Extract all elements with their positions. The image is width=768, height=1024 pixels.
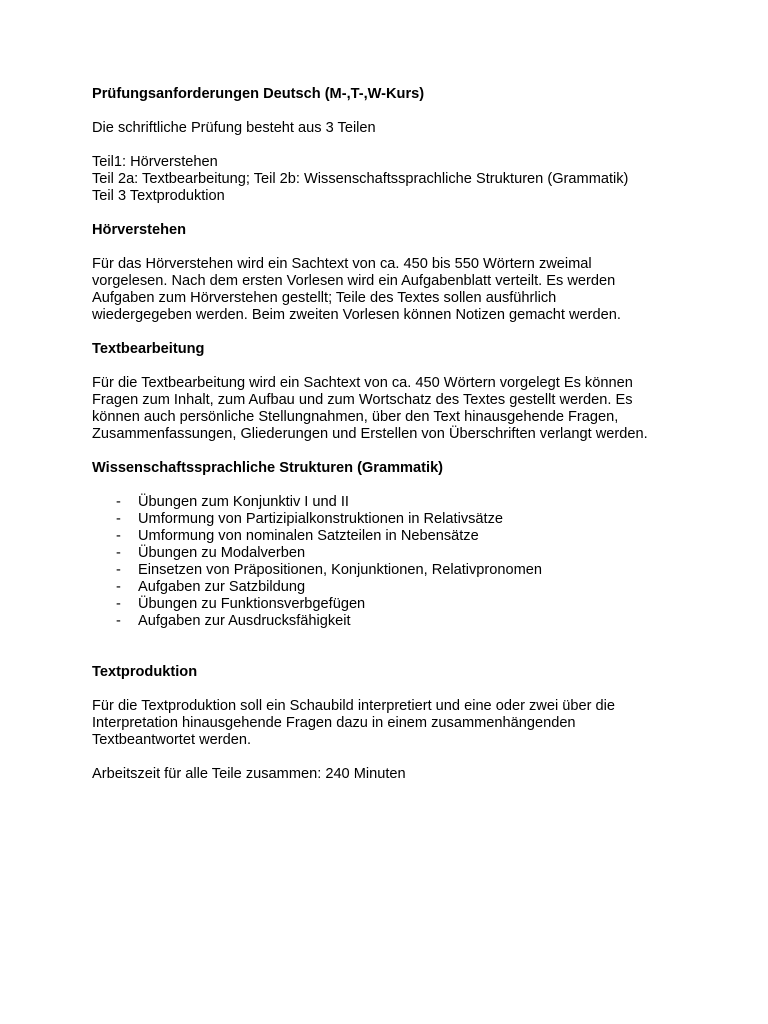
paragraph-line: Für das Hörverstehen wird ein Sachtext von ca. 450 bis 550 Wörtern zweimal [92, 256, 592, 272]
section-hoerverstehen [92, 222, 692, 324]
list-item [92, 511, 692, 528]
list-item [92, 528, 692, 545]
bullet-dash: - [116, 596, 121, 612]
part-line: Teil 2a: Textbearbeitung; Teil 2b: Wissenschaftssprachliche Strukturen (Grammatik) [92, 171, 629, 187]
section-textbearbeitung [92, 341, 692, 443]
list-item [92, 596, 692, 613]
document-title: Prüfungsanforderungen Deutsch (M-,T-,W-Kurs) [92, 86, 425, 102]
list-item-text: Übungen zu Modalverben [138, 545, 306, 561]
paragraph-line: Interpretation hinausgehende Fragen dazu in einem zusammenhängenden [92, 715, 576, 731]
grammar-list [92, 494, 692, 630]
part-line: Teil1: Hörverstehen [92, 154, 218, 170]
list-item [92, 545, 692, 562]
list-item-text: Einsetzen von Präpositionen, Konjunktionen, Relativpronomen [138, 562, 543, 578]
list-item-text: Übungen zu Funktionsverbgefügen [138, 596, 366, 612]
bullet-dash: - [116, 494, 121, 510]
list-item [92, 562, 692, 579]
list-item [92, 613, 692, 630]
section-heading: Wissenschaftssprachliche Strukturen (Grammatik) [92, 460, 444, 476]
list-item-text: Übungen zum Konjunktiv I und II [138, 494, 349, 510]
list-item [92, 494, 692, 511]
list-item-text: Aufgaben zur Satzbildung [138, 579, 306, 595]
list-item-text: Aufgaben zur Ausdrucksfähigkeit [138, 613, 351, 629]
paragraph-line: Fragen zum Inhalt, zum Aufbau und zum Wortschatz des Textes gestellt werden. Es [92, 392, 633, 408]
parts-list [92, 154, 692, 205]
bullet-dash: - [116, 613, 121, 629]
list-item-text: Umformung von Partizipialkonstruktionen in Relativsätze [138, 511, 504, 527]
document-body [92, 86, 692, 783]
paragraph-line: können auch persönliche Stellungnahmen, über den Text hinausgehende Fragen, [92, 409, 619, 425]
paragraph-line: Zusammenfassungen, Gliederungen und Erstellen von Überschriften verlangt werden. [92, 426, 648, 442]
bullet-dash: - [116, 562, 121, 578]
section-heading: Textbearbeitung [92, 341, 205, 357]
intro-text: Die schriftliche Prüfung besteht aus 3 Teilen [92, 120, 376, 136]
section-textproduktion [92, 664, 692, 749]
paragraph-line: Aufgaben zum Hörverstehen gestellt; Teile des Textes sollen ausführlich [92, 290, 557, 306]
paragraph-line: Für die Textbearbeitung wird ein Sachtext von ca. 450 Wörtern vorgelegt Es können [92, 375, 633, 391]
paragraph-line: Für die Textproduktion soll ein Schaubild interpretiert und eine oder zwei über die [92, 698, 615, 714]
section-heading: Textproduktion [92, 664, 198, 680]
section-heading: Hörverstehen [92, 222, 187, 238]
bullet-dash: - [116, 528, 121, 544]
section-grammatik [92, 460, 692, 630]
closing-note: Arbeitszeit für alle Teile zusammen: 240 Minuten [92, 766, 406, 782]
paragraph-line: wiedergegeben werden. Beim zweiten Vorlesen können Notizen gemacht werden. [92, 307, 621, 323]
bullet-dash: - [116, 545, 121, 561]
part-line: Teil 3 Textproduktion [92, 188, 225, 204]
bullet-dash: - [116, 511, 121, 527]
bullet-dash: - [116, 579, 121, 595]
paragraph-line: Textbeantwortet werden. [92, 732, 251, 748]
list-item-text: Umformung von nominalen Satzteilen in Nebensätze [138, 528, 479, 544]
paragraph-line: vorgelesen. Nach dem ersten Vorlesen wird ein Aufgabenblatt verteilt. Es werden [92, 273, 616, 289]
list-item [92, 579, 692, 596]
